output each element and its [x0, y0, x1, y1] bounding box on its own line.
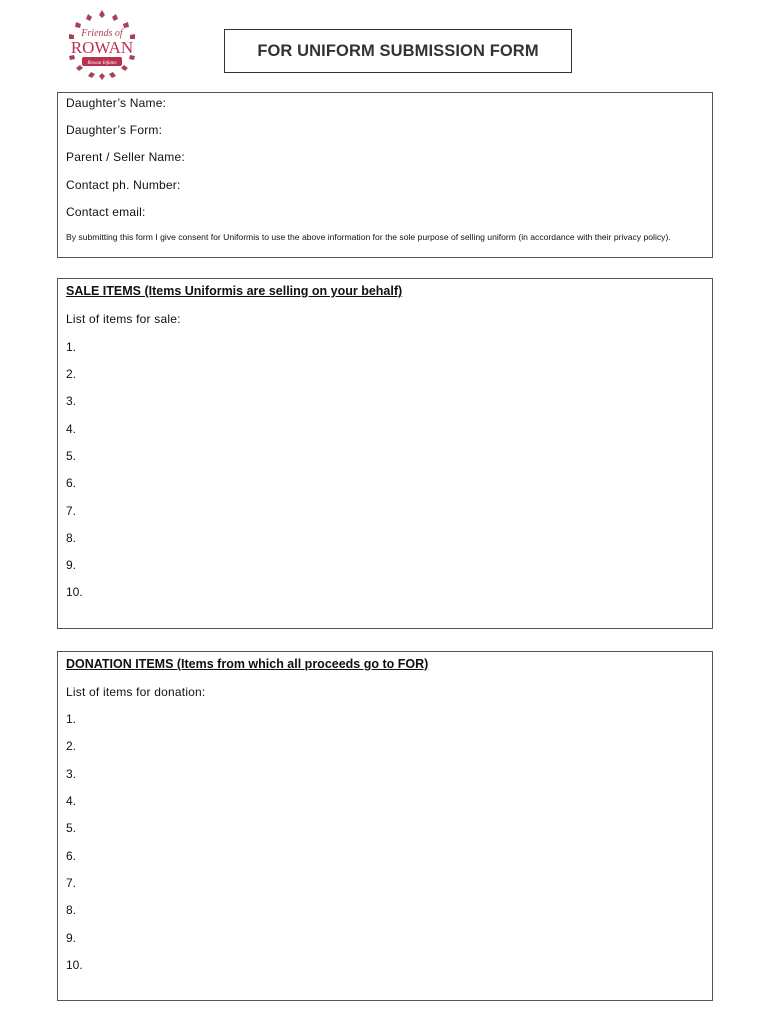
sale-items-heading: SALE ITEMS (Items Uniformis are selling on your behalf) — [66, 284, 403, 298]
donation-item-line[interactable]: 5. — [66, 821, 77, 835]
sale-items-section — [57, 278, 713, 629]
parent-seller-name-field[interactable]: Parent / Seller Name: — [66, 150, 185, 164]
daughter-name-field[interactable]: Daughter’s Name: — [66, 96, 167, 110]
friends-of-rowan-logo — [60, 8, 144, 84]
sale-item-line[interactable]: 9. — [66, 558, 77, 572]
contact-phone-field[interactable]: Contact ph. Number: — [66, 178, 181, 192]
donation-item-line[interactable]: 1. — [66, 712, 77, 726]
donation-item-line[interactable]: 4. — [66, 794, 77, 808]
sale-item-line[interactable]: 8. — [66, 531, 77, 545]
sale-item-line[interactable]: 4. — [66, 422, 77, 436]
donation-item-line[interactable]: 7. — [66, 876, 77, 890]
logo-line1: Friends of — [81, 28, 123, 39]
sale-item-line[interactable]: 2. — [66, 367, 77, 381]
details-section — [57, 92, 713, 258]
logo-tagline: Rowan Infants — [87, 61, 117, 66]
donation-item-line[interactable]: 3. — [66, 767, 77, 781]
logo-line2: ROWAN — [70, 38, 134, 57]
donation-item-line[interactable]: 10. — [66, 958, 83, 972]
consent-text: By submitting this form I give consent for Uniformis to use the above information for the sole purpose of selling uniform (in accordance with their privacy policy). — [66, 232, 671, 242]
donation-item-line[interactable]: 8. — [66, 903, 77, 917]
sale-item-line[interactable]: 1. — [66, 340, 77, 354]
sale-item-line[interactable]: 6. — [66, 476, 77, 490]
donation-item-line[interactable]: 6. — [66, 849, 77, 863]
form-title: FOR UNIFORM SUBMISSION FORM — [224, 29, 572, 73]
sale-item-line[interactable]: 7. — [66, 504, 77, 518]
donation-item-line[interactable]: 2. — [66, 739, 77, 753]
donation-item-line[interactable]: 9. — [66, 931, 77, 945]
donation-items-subheading: List of items for donation: — [66, 685, 206, 699]
contact-email-field[interactable]: Contact email: — [66, 205, 146, 219]
daughter-form-field[interactable]: Daughter’s Form: — [66, 123, 163, 137]
sale-items-subheading: List of items for sale: — [66, 312, 181, 326]
donation-items-section — [57, 651, 713, 1001]
sale-item-line[interactable]: 3. — [66, 394, 77, 408]
sale-item-line[interactable]: 10. — [66, 585, 83, 599]
sale-item-line[interactable]: 5. — [66, 449, 77, 463]
donation-items-heading: DONATION ITEMS (Items from which all proceeds go to FOR) — [66, 657, 429, 671]
